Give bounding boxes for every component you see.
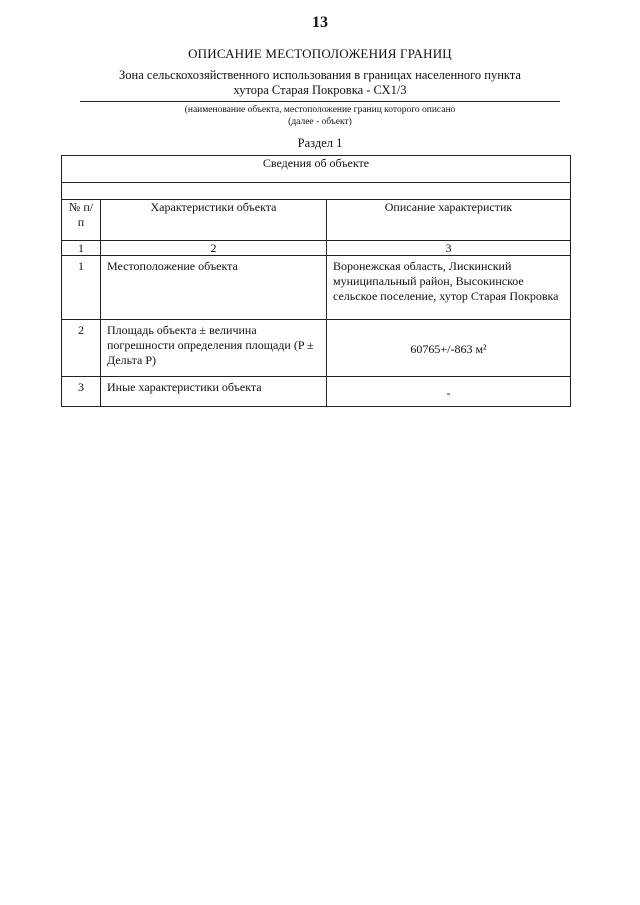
row-characteristic: Площадь объекта ± величина погрешности определения площади (P ± Дельта P) [101, 320, 327, 377]
row-characteristic: Местоположение объекта [101, 256, 327, 320]
table-row [62, 256, 571, 320]
column-header-description: Описание характеристик [327, 200, 571, 241]
column-header-number: № п/п [62, 200, 101, 241]
column-header-row [62, 200, 571, 241]
table-row [62, 377, 571, 407]
column-index: 1 [62, 241, 101, 256]
row-number: 2 [62, 320, 101, 377]
object-name [80, 68, 560, 98]
caption-line-2: (далее - объект) [288, 117, 352, 127]
page-number: 13 [312, 14, 328, 31]
row-description: Воронежская область, Лискинский муниципальный район, Высокинское сельское поселение, хутор Старая Покровка [327, 256, 571, 320]
object-name-underline [80, 101, 560, 102]
table-header: Сведения об объекте [62, 156, 571, 183]
row-number: 1 [62, 256, 101, 320]
object-name-caption [80, 104, 560, 128]
row-number: 3 [62, 377, 101, 407]
row-description: 60765+/-863 м² [327, 320, 571, 377]
column-index: 3 [327, 241, 571, 256]
document-title: ОПИСАНИЕ МЕСТОПОЛОЖЕНИЯ ГРАНИЦ [188, 46, 452, 61]
row-characteristic: Иные характеристики объекта [101, 377, 327, 407]
object-name-line-2: хутора Старая Покровка - СХ1/3 [233, 83, 407, 97]
column-header-characteristic: Характеристики объекта [101, 200, 327, 241]
column-index-row [62, 241, 571, 256]
blank-cell [62, 183, 571, 200]
table-row [62, 320, 571, 377]
table-blank-row [62, 183, 571, 200]
table-header-row [62, 156, 571, 183]
section-label: Раздел 1 [297, 136, 343, 150]
column-index: 2 [101, 241, 327, 256]
object-info-table [61, 155, 571, 407]
object-name-line-1: Зона сельскохозяйственного использования в границах населенного пункта [119, 68, 521, 82]
caption-line-1: (наименование объекта, местоположение границ которого описано [184, 105, 456, 115]
row-description: - [327, 377, 571, 407]
